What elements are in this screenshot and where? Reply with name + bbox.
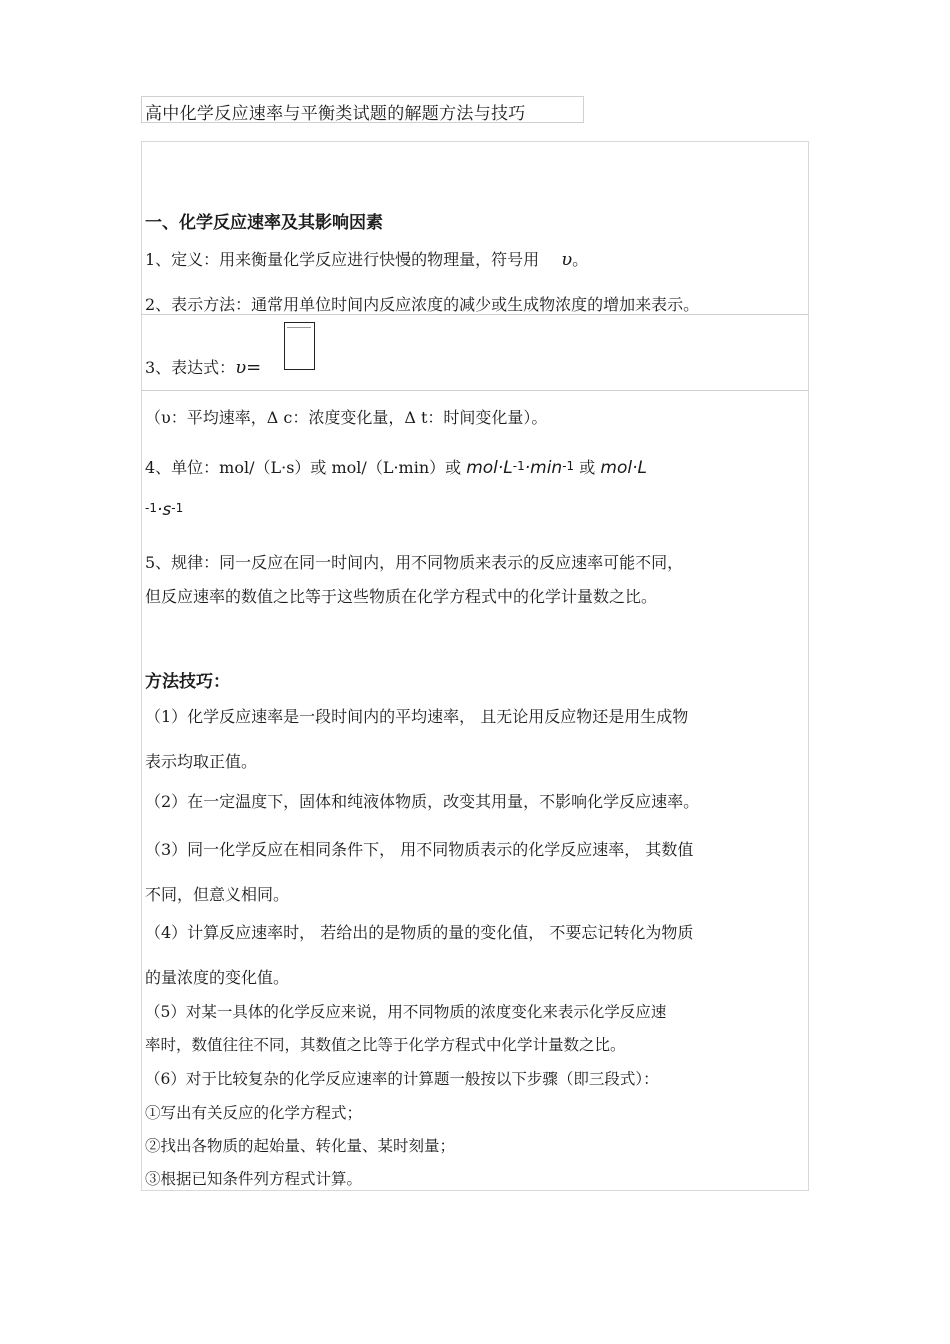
tip-5-line-2: 率时，数值往往不同，其数值之比等于化学方程式中化学计量数之比。 <box>145 1036 626 1054</box>
definition-text: 1、定义：用来衡量化学反应进行快慢的物理量，符号用 <box>145 250 540 269</box>
definition-end: 。 <box>572 250 589 269</box>
tips-heading: 方法技巧： <box>145 672 230 692</box>
section-heading: 一、化学反应速率及其影响因素 <box>145 213 383 233</box>
unit-b-exp2: -1 <box>171 501 184 515</box>
note-line: （υ：平均速率，Δ c：浓度变化量，Δ t：时间变化量）。 <box>145 408 548 427</box>
tip-5-line-1: （5）对某一具体的化学反应来说，用不同物质的浓度变化来表示化学反应速 <box>145 1003 667 1021</box>
tip-1-line-1: （1）化学反应速率是一段时间内的平均速率， 且无论用反应物还是用生成物 <box>145 707 689 726</box>
tip-1-line-2: 表示均取正值。 <box>145 752 258 771</box>
rule-line-1: 5、规律：同一反应在同一时间内，用不同物质来表示的反应速率可能不同， <box>145 553 684 572</box>
tip-2: （2）在一定温度下，固体和纯液体物质，改变其用量，不影响化学反应速率。 <box>145 792 700 811</box>
expression-symbol: υ= <box>235 357 262 378</box>
unit-a: mol·L <box>466 458 513 478</box>
tip-4-line-1: （4）计算反应速率时， 若给出的是物质的量的变化值， 不要忘记转化为物质 <box>145 923 694 942</box>
tip-3-line-2: 不同，但意义相同。 <box>145 885 290 904</box>
step-3: ③根据已知条件列方程式计算。 <box>145 1170 363 1188</box>
unit-a-exp2: -1 <box>562 459 575 473</box>
unit-prefix: 4、单位：mol/（L·s）或 mol/（L·min）或 <box>145 458 462 477</box>
fraction-mark <box>287 324 311 328</box>
step-2: ②找出各物质的起始量、转化量、某时刻量； <box>145 1137 456 1155</box>
tip-4-line-2: 的量浓度的变化值。 <box>145 968 290 987</box>
method-line: 2、表示方法：通常用单位时间内反应浓度的减少或生成物浓度的增加来表示。 <box>145 295 700 314</box>
expression-band <box>141 314 809 391</box>
tip-6: （6）对于比较复杂的化学反应速率的计算题一般按以下步骤（即三段式）： <box>145 1070 659 1088</box>
expression-label: 3、表达式： <box>145 358 236 377</box>
unit-b-mid: ·s <box>156 500 172 520</box>
unit-b-exp: -1 <box>145 501 157 515</box>
unit-line <box>145 455 647 478</box>
step-1: ①写出有关反应的化学方程式； <box>145 1104 363 1122</box>
fraction-image-box <box>284 322 315 370</box>
unit-b: mol·L <box>600 458 647 478</box>
unit-or: 或 <box>579 458 596 477</box>
unit-a-exp: -1 <box>512 459 525 473</box>
unit-line-2 <box>145 500 183 520</box>
document-title: 高中化学反应速率与平衡类试题的解题方法与技巧 <box>145 104 526 124</box>
definition-line <box>145 247 588 270</box>
unit-a-mid: ·min <box>524 458 563 478</box>
tip-3-line-1: （3）同一化学反应在相同条件下， 用不同物质表示的化学反应速率， 其数值 <box>145 840 694 859</box>
rate-symbol: υ <box>561 249 573 270</box>
rule-line-2: 但反应速率的数值之比等于这些物质在化学方程式中的化学计量数之比。 <box>145 587 658 606</box>
expression-line <box>145 355 261 378</box>
